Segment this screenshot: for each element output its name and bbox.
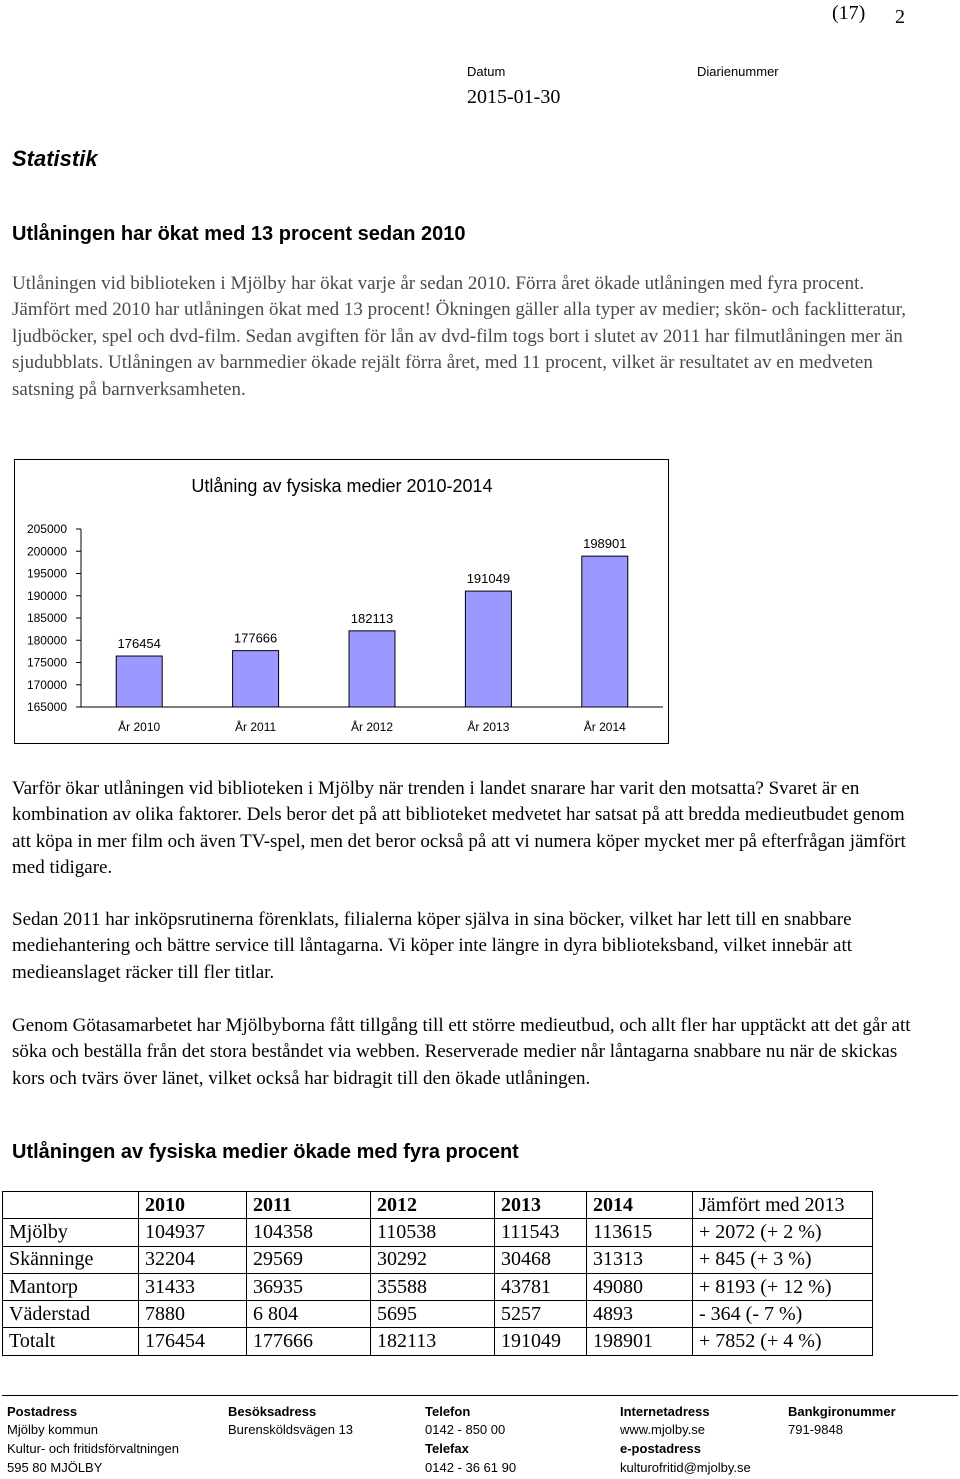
footer-postadress-line: 595 80 MJÖLBY: [7, 1460, 103, 1475]
table-header-row: [3, 1192, 873, 1219]
footer-telefon-value: 0142 - 850 00: [425, 1422, 506, 1437]
y-tick-label: 200000: [26, 544, 67, 559]
table-cell: 177666: [247, 1328, 371, 1355]
footer-telefon-label: Telefon: [425, 1404, 471, 1419]
chart-bar: [465, 591, 511, 707]
table-cell: 176454: [139, 1328, 247, 1355]
y-tick-label: 185000: [26, 611, 67, 625]
y-tick-label: 180000: [26, 633, 67, 648]
table-cell: + 8193 (+ 12 %): [693, 1273, 873, 1300]
lending-table: [2, 1191, 873, 1356]
section-title: Statistik: [12, 146, 98, 171]
table-row: [3, 1328, 873, 1355]
table-cell: 7880: [139, 1301, 247, 1328]
table-row: [3, 1246, 873, 1273]
diarienummer-label: Diarienummer: [697, 64, 779, 79]
table-cell: 31433: [139, 1273, 247, 1300]
paragraph-why: Varför ökar utlåningen vid biblioteken i Mjölby när trenden i landet snarare har varit den motsatta? Svaret är en kombination av olika faktorer. Dels beror det på att biblioteket medvetet har satsat på att bredda medieutbudet genom att köpa in mer film och även TV-spel, men det beror också på att vi numera köper mycket mer på efterfrågan jämfört med tidigare.: [12, 778, 906, 879]
bar-data-label: 198901: [583, 536, 627, 552]
table-cell: 43781: [495, 1273, 587, 1300]
footer-bankgiro-value: 791-9848: [788, 1422, 843, 1437]
datum-value: 2015-01-30: [467, 86, 561, 108]
bar-data-label: 176454: [117, 636, 161, 652]
chart-bar: [116, 656, 162, 707]
table-cell: 6 804: [247, 1301, 371, 1328]
footer-besoksadress-value: Burensköldsvägen 13: [228, 1422, 354, 1437]
datum-label: Datum: [467, 64, 506, 79]
paragraph-routines: Sedan 2011 har inköpsrutinerna förenklats, filialerna köper själva in sina böcker, vilket har lett till en snabbare mediehantering och bättre service till låntagarna. Vi köper inte längre in dyra biblioteksband, vilket innebär att medieanslaget räcker till fler titlar.: [12, 909, 853, 983]
table-row: [3, 1301, 873, 1328]
table-cell: 30468: [495, 1246, 587, 1273]
table-cell: Mantorp: [3, 1273, 139, 1300]
table-cell: 191049: [495, 1328, 587, 1355]
bar-data-label: 182113: [350, 610, 394, 626]
footer-internet-label: Internetadress: [620, 1404, 710, 1419]
table-cell: - 364 (- 7 %): [693, 1301, 873, 1328]
footer-postadress-label: Postadress: [7, 1404, 78, 1419]
x-category-label: År 2012: [350, 720, 394, 734]
table-cell: + 2072 (+ 2 %): [693, 1219, 873, 1246]
bar-data-label: 177666: [233, 630, 278, 646]
table-row: [3, 1273, 873, 1300]
table-cell: 5695: [371, 1301, 495, 1328]
table-cell: 104937: [139, 1219, 247, 1246]
table-cell: 104358: [247, 1219, 371, 1246]
footer-postadress-line: Mjölby kommun: [7, 1422, 99, 1437]
table-cell: 31313: [587, 1246, 693, 1273]
table-cell: 110538: [371, 1219, 495, 1246]
chart-title: Utlåning av fysiska medier 2010-2014: [191, 476, 493, 496]
table-header-cell: 2011: [247, 1192, 371, 1219]
table-row: [3, 1219, 873, 1246]
table-header-cell: 2014: [587, 1192, 693, 1219]
table-header-cell: 2012: [371, 1192, 495, 1219]
table-cell: 35588: [371, 1273, 495, 1300]
table-header-cell: 2010: [139, 1192, 247, 1219]
table-cell: 198901: [587, 1328, 693, 1355]
y-tick-label: 175000: [26, 655, 67, 670]
table-cell: 32204: [139, 1246, 247, 1273]
footer-telefax-value: 0142 - 36 61 90: [425, 1460, 517, 1475]
y-tick-label: 205000: [26, 522, 67, 536]
page-number: 2: [895, 6, 905, 28]
footer-bankgiro-label: Bankgironummer: [788, 1404, 896, 1419]
table-cell: Skänninge: [3, 1246, 139, 1273]
footer-internet-link[interactable]: www.mjolby.se: [620, 1422, 706, 1437]
table-cell: Totalt: [3, 1328, 139, 1355]
table-cell: Mjölby: [3, 1219, 139, 1246]
table-header-cell: Jämfört med 2013: [693, 1192, 873, 1219]
x-category-label: År 2010: [118, 720, 161, 734]
table-cell: 49080: [587, 1273, 693, 1300]
table-cell: 36935: [247, 1273, 371, 1300]
x-category-label: År 2014: [583, 720, 626, 734]
bar-data-label: 191049: [466, 571, 511, 587]
table-cell: Väderstad: [3, 1301, 139, 1328]
table-header-cell: 2013: [495, 1192, 587, 1219]
x-category-label: År 2013: [467, 720, 510, 734]
table-cell: + 845 (+ 3 %): [693, 1246, 873, 1273]
footer-postadress-line: Kultur- och fritidsförvaltningen: [7, 1441, 179, 1456]
y-tick-label: 195000: [26, 566, 67, 581]
heading-lending-increase: Utlåningen har ökat med 13 procent sedan 2010: [12, 223, 466, 245]
footer-besoksadress-label: Besöksadress: [228, 1404, 317, 1419]
paragraph-gota: Genom Götasamarbetet har Mjölbyborna fått tillgång till ett större medieutbud, och allt fler har upptäckt att det går att söka och beställa från det stora beståndet via webben. Reserverade medier når låntagarna snabbare nu när de skickas kors och tvärs över länet, vilket också har bidragit till den ökade utlåningen.: [12, 1015, 911, 1089]
chart-svg: [15, 460, 670, 745]
chart-bar: [349, 631, 395, 707]
table-cell: + 7852 (+ 4 %): [693, 1328, 873, 1355]
page-counter: (17): [832, 2, 866, 24]
x-category-label: År 2011: [235, 720, 277, 734]
paragraph-intro: Utlåningen vid biblioteken i Mjölby har ökat varje år sedan 2010. Förra året ökade utlåningen med fyra procent. Jämfört med 2010 har utlåningen ökat med 13 procent! Ökningen gäller alla typer av medier; skön- och facklitteratur, ljudböcker, spel och dvd-film. Sedan avgiften för lån av dvd-film togs bort i slutet av 2011 har filmutlåningen mer än sjudubblats. Utlåningen av barnmedier ökade rejält förra året, med 11 procent, vilket är resultatet av en medveten satsning på barnverksamheten.: [12, 273, 907, 400]
table-header-cell: [3, 1192, 139, 1219]
footer-telefax-label: Telefax: [425, 1441, 469, 1456]
table-cell: 4893: [587, 1301, 693, 1328]
lending-chart: [14, 459, 669, 744]
chart-bar: [582, 556, 628, 707]
footer-epost-label: e-postadress: [620, 1441, 701, 1456]
y-tick-label: 170000: [26, 677, 67, 692]
y-tick-label: 165000: [26, 700, 67, 714]
table-cell: 5257: [495, 1301, 587, 1328]
table-cell: 30292: [371, 1246, 495, 1273]
heading-physical-media: Utlåningen av fysiska medier ökade med fyra procent: [12, 1141, 519, 1163]
table-cell: 111543: [495, 1219, 587, 1246]
table-cell: 182113: [371, 1328, 495, 1355]
footer-divider: [2, 1395, 958, 1396]
footer-epost-link[interactable]: kulturofritid@mjolby.se: [620, 1460, 751, 1475]
table-cell: 113615: [587, 1219, 693, 1246]
y-tick-label: 190000: [26, 588, 67, 603]
table-cell: 29569: [247, 1246, 371, 1273]
chart-bar: [233, 651, 279, 707]
